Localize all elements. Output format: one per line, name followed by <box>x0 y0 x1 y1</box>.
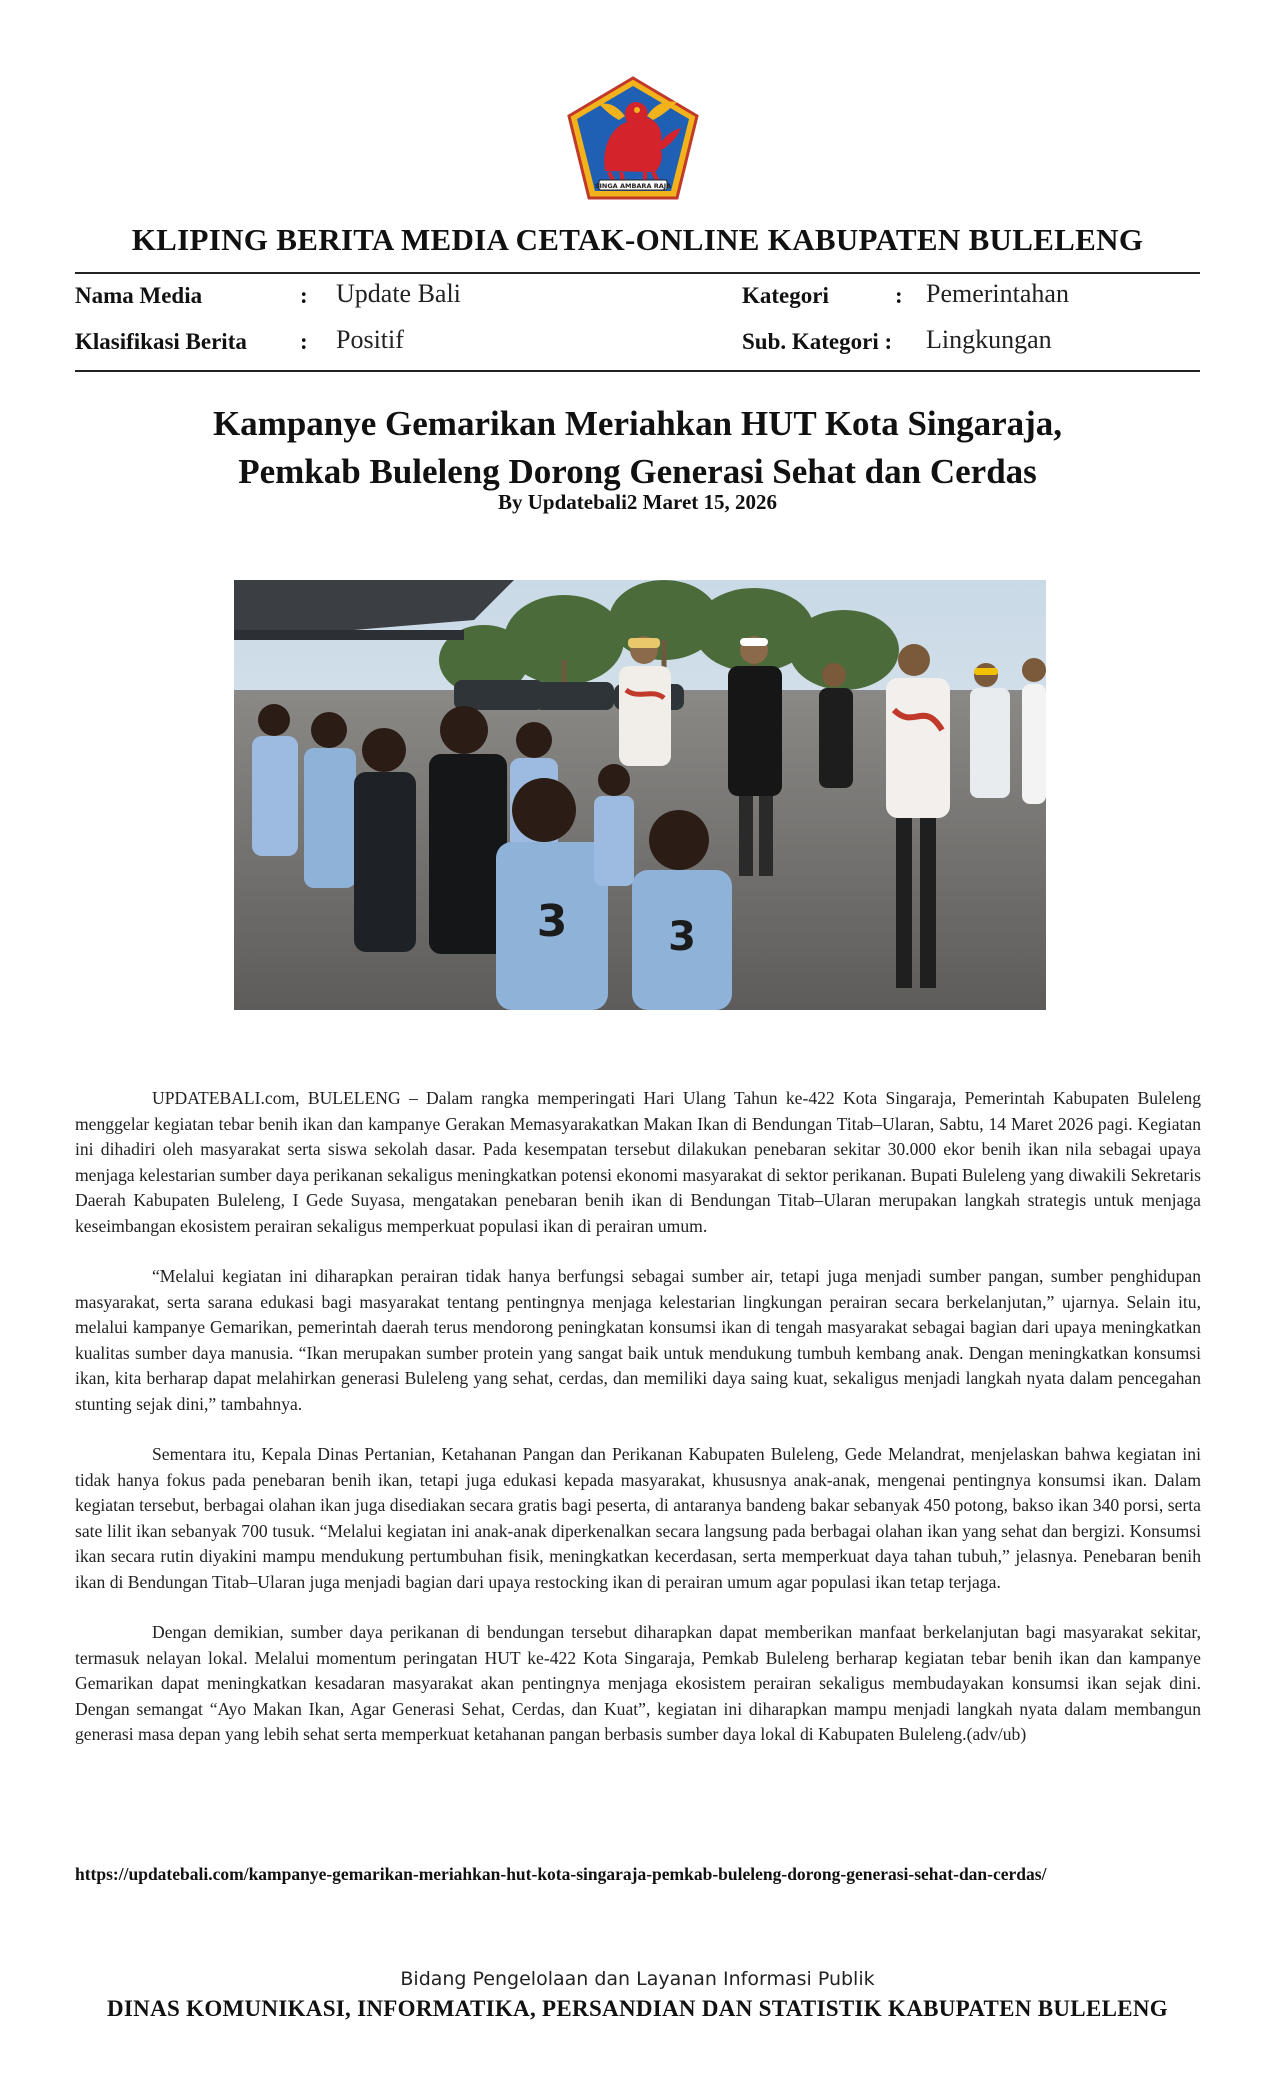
media-colon: : <box>300 283 308 308</box>
klasifikasi-colon: : <box>300 329 308 354</box>
media-value: Update Bali <box>336 279 461 308</box>
svg-text:3: 3 <box>536 896 568 947</box>
article-paragraph: UPDATEBALI.com, BULELENG – Dalam rangka memperingati Hari Ulang Tahun ke-422 Kota Singaraja, Pemerintah Kabupaten Buleleng menggelar kegiatan tebar benih ikan dan kampanye Gerakan Memasyarakatkan Makan Ikan di Bendungan Titab–Ularan, Sabtu, 14 Maret 2026 pagi. Kegiatan ini dihadiri oleh masyarakat serta siswa sekolah dasar. Pada kesempatan tersebut dilakukan penebaran sekitar 30.000 ekor benih ikan nila sebagai upaya menjaga kelestarian sumber daya perikanan sekaligus meningkatkan potensi ekonomi masyarakat di sektor perikanan. Bupati Buleleng yang diwakili Sekretaris Daerah Kabupaten Buleleng, I Gede Suyasa, mengatakan penebaran benih ikan di Bendungan Titab–Ularan merupakan langkah strategis untuk menjaga keseimbangan ekosistem perairan sekaligus memperkuat populasi ikan di perairan umum. <box>75 1088 1201 1236</box>
top-divider <box>75 272 1200 274</box>
subkategori-label: Sub. Kategori : <box>742 329 893 354</box>
logo-motto: SINGA AMBARA RAJA <box>594 182 672 190</box>
article-body <box>75 1086 1201 1773</box>
article-title-line-2: Pemkab Buleleng Dorong Generasi Sehat dan Cerdas <box>238 452 1037 491</box>
source-url-link[interactable]: https://updatebali.com/kampanye-gemarikan-meriahkan-hut-kota-singaraja-pemkab-buleleng-dorong-generasi-sehat-dan-cerdas/ <box>75 1864 1047 1884</box>
article-paragraph: Sementara itu, Kepala Dinas Pertanian, Ketahanan Pangan dan Perikanan Kabupaten Buleleng, Gede Melandrat, menjelaskan bahwa kegiatan ini tidak hanya fokus pada penebaran benih ikan, tetapi juga edukasi kepada masyarakat, khususnya anak-anak, mengenai pentingnya konsumsi ikan. Dalam kegiatan tersebut, berbagai olahan ikan juga disediakan secara gratis bagi peserta, di antaranya bandeng bakar sebanyak 450 potong, bakso ikan 340 porsi, serta sate lilit ikan sebanyak 700 tusuk. “Melalui kegiatan ini anak-anak diperkenalkan secara langsung pada berbagai olahan ikan yang sehat dan bergizi. Konsumsi ikan secara rutin diyakini mampu mendukung pertumbuhan fisik, meningkatkan kecerdasan, serta memperkuat daya tahan tubuh,” jelasnya. Penebaran benih ikan di Bendungan Titab–Ularan juga menjadi bagian dari upaya restocking ikan di perairan umum agar populasi ikan tetap terjaga. <box>75 1444 1201 1592</box>
klasifikasi-label: Klasifikasi Berita <box>75 329 247 354</box>
kategori-colon: : <box>895 283 903 308</box>
kategori-value: Pemerintahan <box>926 279 1069 308</box>
svg-text:3: 3 <box>668 914 696 960</box>
article-paragraph: Dengan demikian, sumber daya perikanan di bendungan tersebut diharapkan dapat memberikan manfaat berkelanjutan bagi masyarakat sekitar, termasuk nelayan lokal. Melalui momentum peringatan HUT ke-422 Kota Singaraja, Pemkab Buleleng berharap kegiatan tebar benih ikan dan kampanye Gemarikan dapat meningkatkan kesadaran masyarakat akan pentingnya menjaga ekosistem perairan sekaligus membudayakan konsumsi ikan sejak dini. Dengan semangat “Ayo Makan Ikan, Agar Generasi Sehat, Cerdas, dan Kuat”, kegiatan ini diharapkan mampu menjadi langkah nyata dalam membangun generasi masa depan yang lebih sehat serta memperkuat ketahanan pangan berbasis sumber daya lokal di Kabupaten Buleleng.(adv/ub) <box>75 1622 1201 1744</box>
buleleng-crest-logo <box>565 76 701 202</box>
klasifikasi-value: Positif <box>336 325 404 354</box>
bottom-divider <box>75 370 1200 372</box>
article-photo <box>234 580 1046 1010</box>
article-byline: By Updatebali2 Maret 15, 2026 <box>497 490 778 514</box>
kategori-label: Kategori <box>742 283 829 308</box>
media-label: Nama Media <box>75 283 203 308</box>
footer-agency: DINAS KOMUNIKASI, INFORMATIKA, PERSANDIAN DAN STATISTIK KABUPATEN BULELENG <box>107 1996 1168 2021</box>
article-title-line-1: Kampanye Gemarikan Meriahkan HUT Kota Singaraja, <box>212 404 1063 443</box>
header-title: KLIPING BERITA MEDIA CETAK-ONLINE KABUPATEN BULELENG <box>131 222 1144 257</box>
footer-department: Bidang Pengelolaan dan Layanan Informasi Publik <box>400 1968 875 1990</box>
article-title <box>0 400 1275 496</box>
subkategori-value: Lingkungan <box>926 325 1052 354</box>
article-paragraph: “Melalui kegiatan ini diharapkan perairan tidak hanya berfungsi sebagai sumber air, tetapi juga menjadi sumber pangan, sumber penghidupan masyarakat, serta sarana edukasi bagi masyarakat tentang pentingnya menjaga kelestarian lingkungan perairan secara berkelanjutan,” ujarnya. Selain itu, melalui kampanye Gemarikan, pemerintah daerah terus mendorong peningkatan konsumsi ikan di tengah masyarakat sebagai bagian dari upaya meningkatkan kualitas sumber daya manusia. “Ikan merupakan sumber protein yang sangat baik untuk mendukung tumbuh kembang anak. Dengan meningkatkan konsumsi ikan, kita berharap dapat melahirkan generasi Buleleng yang sehat, cerdas, dan memiliki daya saing kuat, sekaligus menjadi langkah nyata dalam pencegahan stunting sejak dini,” tambahnya. <box>75 1266 1201 1414</box>
